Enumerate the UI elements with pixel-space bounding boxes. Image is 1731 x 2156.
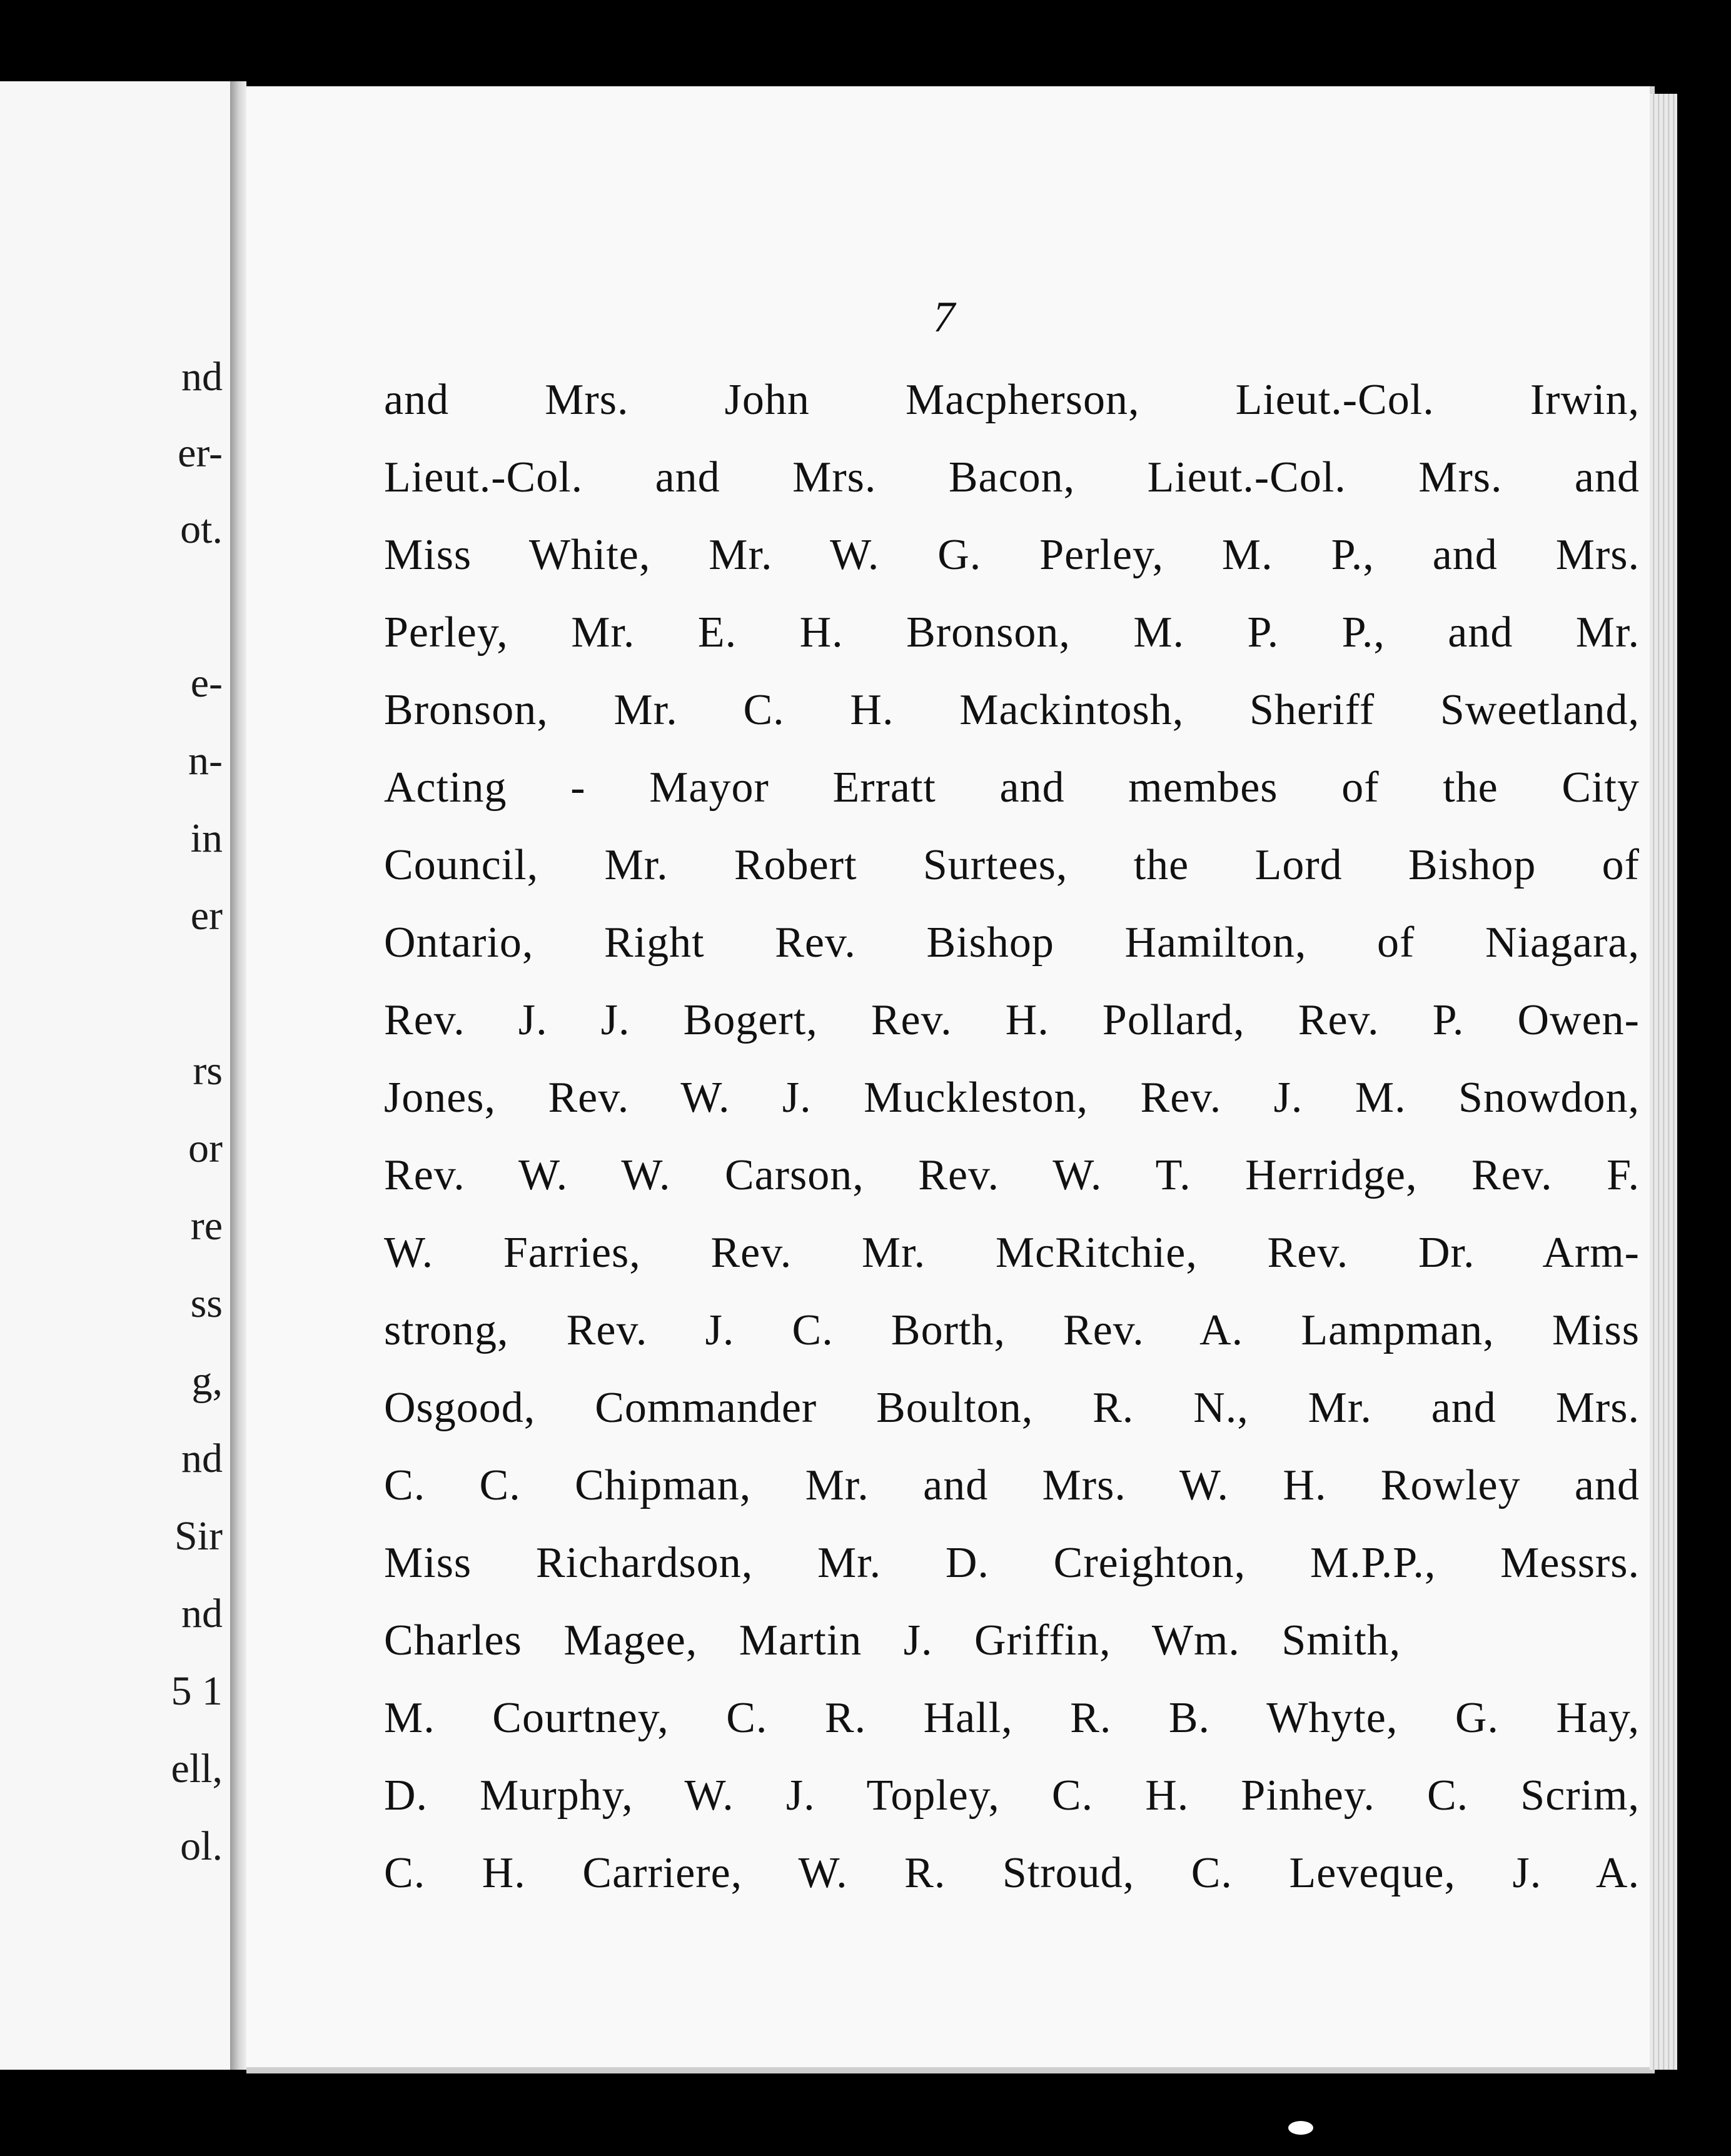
text-line: Ontario, Right Rev. Bishop Hamilton, of Niagara, [384,919,1640,967]
left-text-fragment: g, [191,1358,223,1404]
book-gutter [230,81,246,2070]
left-text-fragment: ot. [180,506,223,552]
text-line: Acting - Mayor Erratt and membes of the City [384,763,1640,812]
left-text-fragment: or [188,1126,223,1171]
left-text-fragment: ell, [171,1746,223,1791]
left-text-fragment: er- [178,430,223,476]
text-line: Charles Magee, Martin J. Griffin, Wm. Smith, [384,1616,1401,1665]
page-edges [1650,94,1677,2070]
text-line: Rev. J. J. Bogert, Rev. H. Pollard, Rev. P. Owen- [384,996,1640,1044]
text-line: Miss White, Mr. W. G. Perley, M. P., and Mrs. [384,531,1640,579]
text-line: C. C. Chipman, Mr. and Mrs. W. H. Rowley and [384,1461,1640,1509]
text-line: Miss Richardson, Mr. D. Creighton, M.P.P., Messrs. [384,1539,1640,1587]
left-text-fragment: nd [181,1436,223,1481]
left-text-fragment: Sir [174,1513,223,1559]
text-line: Osgood, Commander Boulton, R. N., Mr. and Mrs. [384,1384,1640,1432]
left-text-fragment: nd [181,354,223,400]
page-body-text [384,361,1640,1912]
text-line: Council, Mr. Robert Surtees, the Lord Bishop of [384,841,1640,889]
left-text-fragment: er [190,893,223,939]
text-line: D. Murphy, W. J. Topley, C. H. Pinhey. C. Scrim, [384,1771,1640,1820]
left-text-fragment: nd [181,1591,223,1636]
text-line: Jones, Rev. W. J. Muckleston, Rev. J. M. Snowdon, [384,1074,1640,1122]
text-line: M. Courtney, C. R. Hall, R. B. Whyte, G. Hay, [384,1694,1640,1742]
text-line: Perley, Mr. E. H. Bronson, M. P. P., and Mr. [384,608,1640,657]
text-line: strong, Rev. J. C. Borth, Rev. A. Lampman, Miss [384,1306,1640,1354]
left-text-fragment: n- [188,738,223,783]
left-text-fragment: 5 1 [171,1668,223,1714]
left-text-fragment: rs [193,1048,223,1094]
page-number: 7 [933,293,955,341]
left-facing-page [0,81,234,2070]
left-text-fragment: e- [190,660,223,706]
text-line: W. Farries, Rev. Mr. McRitchie, Rev. Dr. Arm- [384,1229,1640,1277]
text-line: Lieut.-Col. and Mrs. Bacon, Lieut.-Col. Mrs. and [384,453,1640,501]
text-line: and Mrs. John Macpherson, Lieut.-Col. Irwin, [384,376,1640,424]
scan-speck [1288,2121,1313,2135]
text-line: Rev. W. W. Carson, Rev. W. T. Herridge, Rev. F. [384,1151,1640,1199]
text-line: C. H. Carriere, W. R. Stroud, C. Leveque, J. A. [384,1849,1640,1897]
left-text-fragment: ol. [180,1823,223,1869]
left-text-fragment: re [190,1203,223,1249]
right-page [246,86,1655,2073]
text-line: Bronson, Mr. C. H. Mackintosh, Sheriff Sweetland, [384,686,1640,734]
left-text-fragment: in [190,815,223,861]
left-text-fragment: ss [190,1281,223,1326]
